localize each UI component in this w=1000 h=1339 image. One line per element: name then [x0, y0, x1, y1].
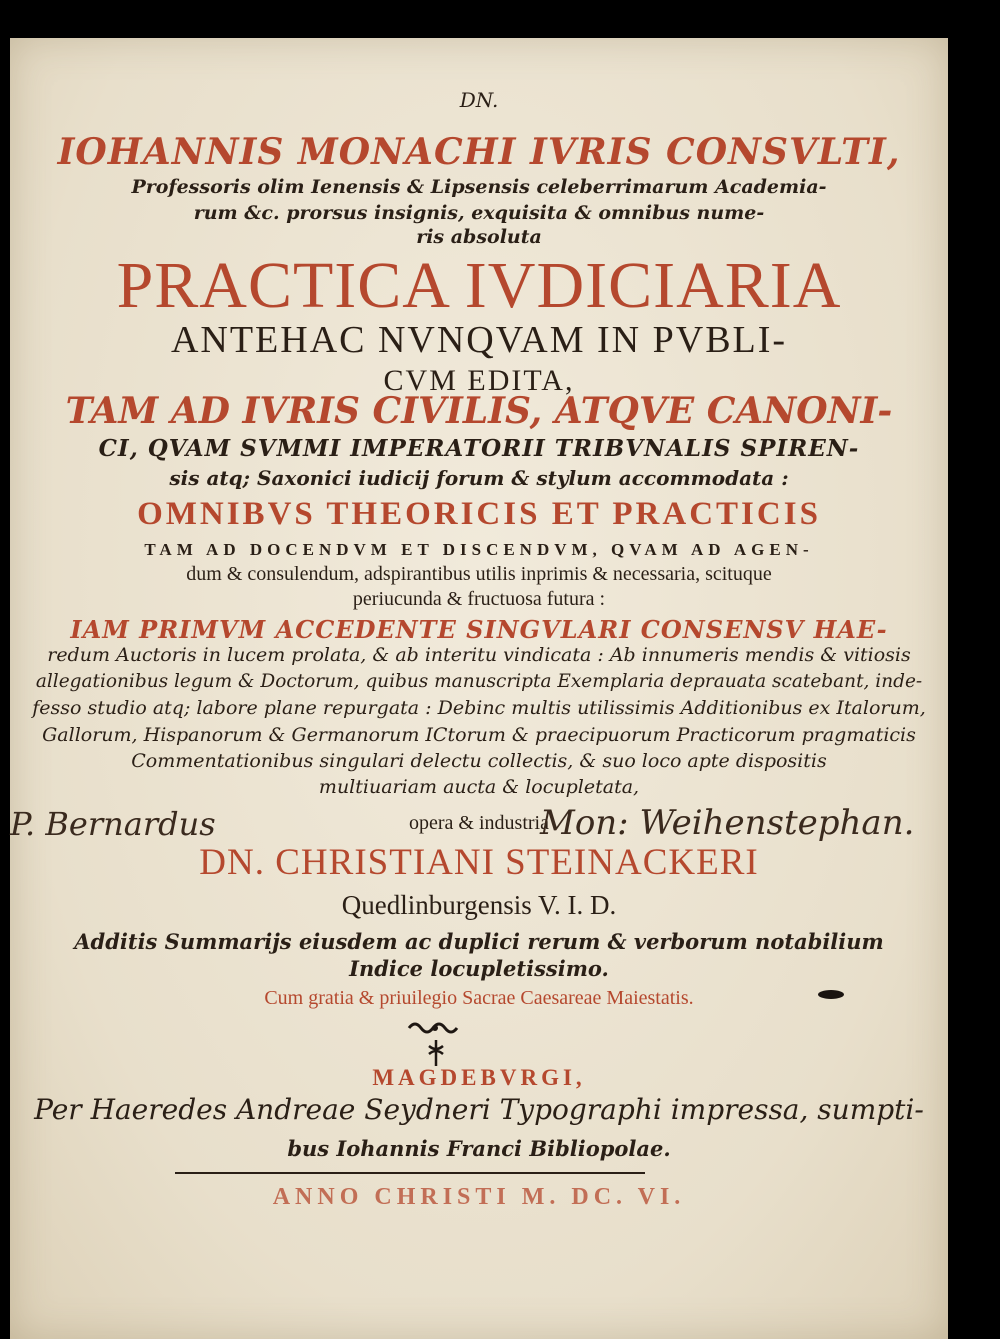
editor-name: DN. CHRISTIANI STEINACKERI [199, 842, 759, 883]
editor-origin: Quedlinburgensis V. I. D. [341, 890, 617, 920]
divider-rule [175, 1172, 645, 1174]
dum-line: dum & consulendum, adspirantibus utilis inprimis & necessaria, scituque [186, 563, 772, 585]
ink-blot [818, 990, 844, 999]
fleuron-icon [424, 1038, 448, 1068]
tam-line-1: TAM AD IVRIS CIVILIS, ATQVE CANONI- [65, 390, 893, 432]
ornament-icon [405, 1018, 465, 1038]
redum-line-3: fesso studio atq; labore plane repurgata : Debinc multis utilissimis Additionibus ex Italorum, [32, 697, 926, 719]
omnibus-line: OMNIBVS THEORICIS ET PRACTICIS [137, 496, 821, 532]
redum-line-1: redum Auctoris in lucem prolata, & ab interitu vindicata : Ab innumeris mendis & vitiosis [47, 644, 911, 666]
professor-line-1: Professoris olim Ienensis & Lipsensis celeberrimarum Academia- [131, 176, 827, 198]
imprint-printer: Per Haeredes Andreae Seydneri Typographi impressa, sumpti- [34, 1093, 924, 1126]
iam-primum-line: IAM PRIMVM ACCEDENTE SINGVLARI CONSENSV HAE- [70, 615, 888, 644]
antehac-line-2: CVM EDITA, [383, 364, 575, 397]
handwritten-signature-right: Mon: Weihenstephan. [540, 803, 915, 843]
professor-line-3: ris absoluta [416, 226, 542, 248]
additis-line-1: Additis Summarijs eiusdem ac duplici rerum & verborum notabilium [74, 929, 884, 954]
redum-line-4: Gallorum, Hispanorum & Germanorum ICtorum & praecipuorum Practicorum pragmaticis [42, 724, 916, 746]
imprint-city: MAGDEBVRGI, [372, 1065, 586, 1090]
imprint-year: ANNO CHRISTI M. DC. VI. [272, 1184, 686, 1210]
tam-line-3: sis atq; Saxonici iudicij forum & stylum accommodata : [169, 466, 789, 490]
handwritten-signature-left: P. Bernardus [10, 805, 216, 843]
redum-line-2: allegationibus legum & Doctorum, quibus manuscripta Exemplaria deprauata scatebant, inde- [35, 671, 923, 692]
opera-line: opera & industria [409, 812, 549, 834]
imprint-publisher: bus Iohannis Franci Bibliopolae. [287, 1136, 671, 1161]
title-page [10, 38, 948, 1339]
redum-line-5: Commentationibus singulari delectu collectis, & suo loco apte dispositis [131, 750, 827, 772]
tamad-line: TAM AD DOCENDVM ET DISCENDVM, QVAM AD AGEN- [144, 540, 814, 559]
author-line: IOHANNIS MONACHI IVRIS CONSVLTI, [57, 131, 901, 173]
antehac-line-1: ANTEHAC NVNQVAM IN PVBLI- [170, 319, 788, 361]
main-title: PRACTICA IVDICIARIA [116, 249, 842, 322]
periucunda-line: periucunda & fructuosa futura : [352, 588, 606, 610]
redum-line-6: multiuariam aucta & locupletata, [318, 776, 640, 798]
professor-line-2: rum &c. prorsus insignis, exquisita & omnibus nume- [193, 202, 765, 224]
header-dn: DN. [459, 88, 499, 112]
additis-line-2: Indice locupletissimo. [349, 956, 609, 981]
tam-line-2: CI, QVAM SVMMI IMPERATORII TRIBVNALIS SPIREN- [98, 435, 860, 462]
privilege-line: Cum gratia & priuilegio Sacrae Caesareae Maiestatis. [264, 987, 694, 1009]
